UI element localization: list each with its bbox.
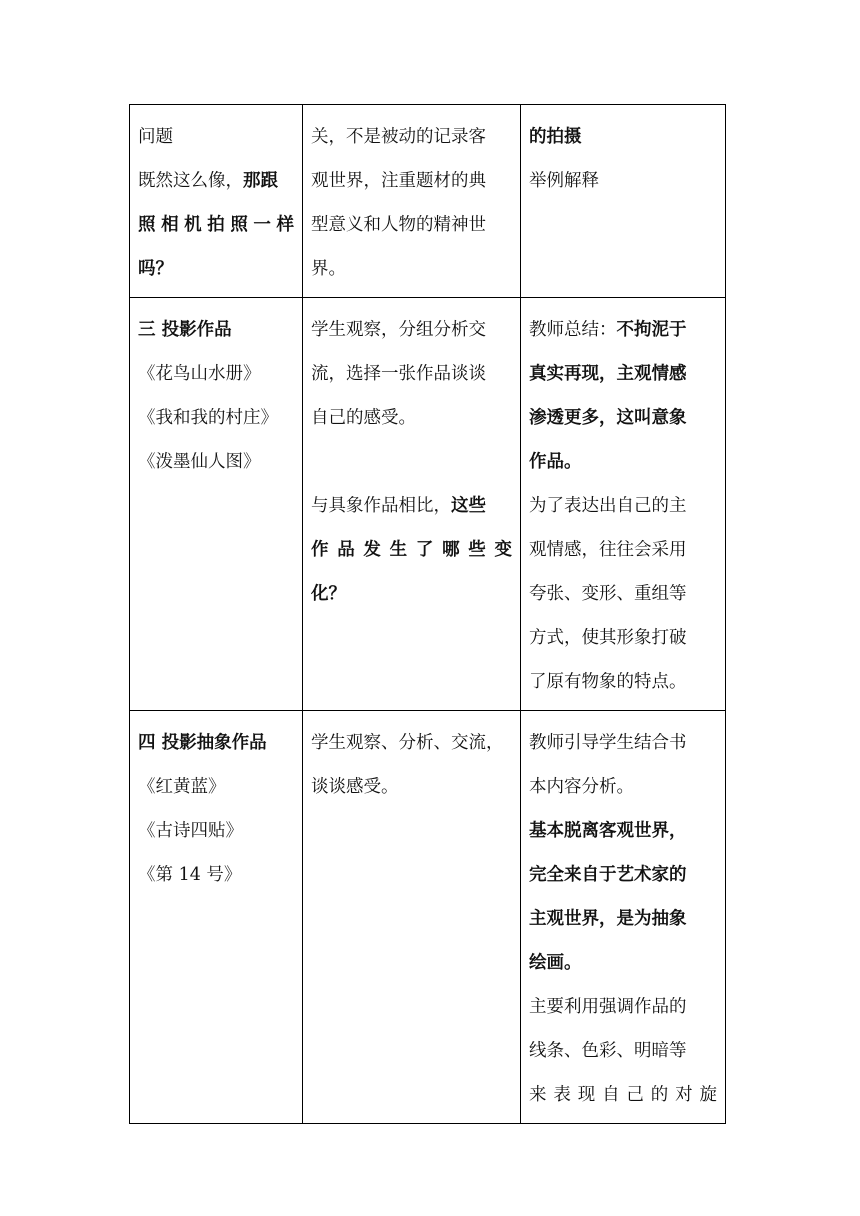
cell-text: 方式，使其形象打破 [529, 628, 687, 648]
cell-text: 线条、色彩、明暗等 [529, 1041, 687, 1061]
cell-text-bold: 完全来自于艺术家的 [529, 865, 687, 885]
artwork-title: 《第 14 号》 [138, 865, 242, 885]
design-intent-cell [521, 105, 726, 298]
teacher-activity-cell [130, 711, 303, 1124]
cell-text: 为了表达出自己的主 [529, 496, 687, 516]
cell-text: 自己的感受。 [311, 408, 416, 428]
section-heading: 三 投影作品 [138, 320, 232, 340]
cell-text: 问题 [138, 127, 173, 147]
teacher-activity-cell [130, 105, 303, 298]
artwork-title: 《红黄蓝》 [138, 777, 226, 797]
cell-text: 来表现自己的对旋 [529, 1085, 717, 1105]
cell-text: 本内容分析。 [529, 777, 634, 797]
cell-text-bold: 绘画。 [529, 953, 582, 973]
cell-text: 学生观察，分组分析交 [311, 320, 486, 340]
cell-text-mixed [311, 484, 512, 528]
cell-text: 学生观察、分析、交流， [311, 733, 504, 753]
cell-text-bold: 作品。 [529, 452, 582, 472]
cell-text-bold: 照相机拍照一样 [138, 215, 294, 235]
spacer [138, 484, 294, 528]
cell-text: 型意义和人物的精神世 [311, 215, 486, 235]
cell-text: 观世界，注重题材的典 [311, 171, 486, 191]
cell-text-bold: 化？ [311, 584, 346, 604]
cell-text-bold: 作品发生了哪些变 [311, 540, 512, 560]
cell-text-bold: 那跟 [243, 171, 278, 191]
spacer [311, 809, 512, 853]
cell-text-mixed [529, 308, 717, 352]
table-row [130, 298, 726, 711]
cell-text: 举例解释 [529, 171, 599, 191]
lesson-plan-table [129, 104, 726, 1124]
cell-text-bold: 吗？ [138, 259, 173, 279]
table-row [130, 711, 726, 1124]
cell-text: 关，不是被动的记录客 [311, 127, 486, 147]
cell-text-bold: 的拍摄 [529, 127, 582, 147]
cell-text: 夸张、变形、重组等 [529, 584, 687, 604]
cell-text: 了原有物象的特点。 [529, 672, 687, 692]
student-activity-cell [303, 298, 521, 711]
artwork-title: 《泼墨仙人图》 [138, 452, 261, 472]
artwork-title: 《古诗四贴》 [138, 821, 243, 841]
spacer [138, 528, 294, 572]
cell-text: 与具象作品相比， [311, 496, 451, 516]
cell-text-bold: 主观世界，是为抽象 [529, 909, 687, 929]
spacer [311, 440, 512, 484]
student-activity-cell [303, 711, 521, 1124]
cell-text: 教师总结： [529, 320, 617, 340]
cell-text-mixed [138, 159, 294, 203]
cell-text: 谈谈感受。 [311, 777, 399, 797]
spacer [138, 572, 294, 616]
cell-text-bold: 不拘泥于 [616, 320, 687, 340]
design-intent-cell [521, 298, 726, 711]
cell-text-bold: 真实再现，主观情感 [529, 364, 687, 384]
cell-text: 流，选择一张作品谈谈 [311, 364, 486, 384]
artwork-title: 《我和我的村庄》 [138, 408, 278, 428]
cell-text-bold: 这些 [451, 496, 486, 516]
cell-text: 界。 [311, 259, 346, 279]
teacher-activity-cell [130, 298, 303, 711]
cell-text: 观情感，往往会采用 [529, 540, 687, 560]
artwork-title: 《花鸟山水册》 [138, 364, 261, 384]
cell-text: 主要利用强调作品的 [529, 997, 687, 1017]
cell-text: 既然这么像， [138, 171, 243, 191]
cell-text: 教师引导学生结合书 [529, 733, 687, 753]
section-heading: 四 投影抽象作品 [138, 733, 267, 753]
student-activity-cell [303, 105, 521, 298]
table-row [130, 105, 726, 298]
cell-text-bold: 基本脱离客观世界， [529, 821, 687, 841]
design-intent-cell [521, 711, 726, 1124]
cell-text-bold: 渗透更多，这叫意象 [529, 408, 687, 428]
